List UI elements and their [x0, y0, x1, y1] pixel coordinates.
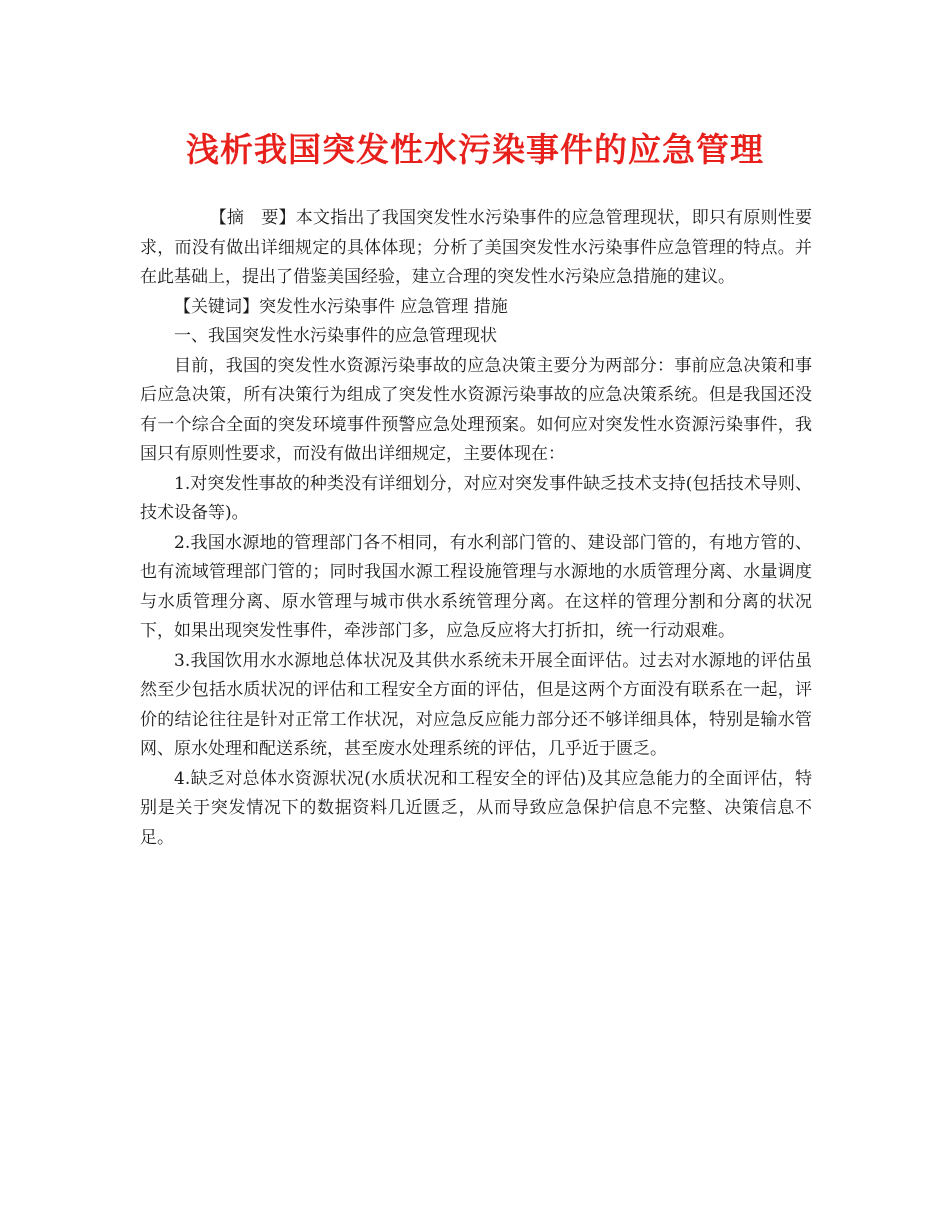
body-paragraph: 3.我国饮用水水源地总体状况及其供水系统未开展全面评估。过去对水源地的评估虽然至少包括水质状况的评估和工程安全方面的评估，但是这两个方面没有联系在一起，评价的结论往往是针对正常工作状况，对应急反应能力部分还不够详细具体，特别是输水管网、原水处理和配送系统，甚至废水处理系统的评估，几乎近于匮乏。	[140, 650, 812, 759]
body-paragraph: 1.对突发性事故的种类没有详细划分，对应对突发事件缺乏技术支持(包括技术导则、技术设备等)。	[140, 473, 812, 523]
body-paragraph: 4.缺乏对总体水资源状况(水质状况和工程安全的评估)及其应急能力的全面评估，特别是关于突发情况下的数据资料几近匮乏，从而导致应急保护信息不完整、决策信息不足。	[140, 768, 812, 848]
section-heading: 一、我国突发性水污染事件的应急管理现状	[174, 326, 497, 346]
body-paragraph: 2.我国水源地的管理部门各不相同，有水利部门管的、建设部门管的，有地方管的、也有流域管理部门管的；同时我国水源工程设施管理与水源地的水质管理分离、水量调度与水质管理分离、原水管理与城市供水系统管理分离。在这样的管理分割和分离的状况下，如果出现突发性事件，牵涉部门多，应急反应将大打折扣，统一行动艰难。	[140, 532, 812, 641]
document-title: 浅析我国突发性水污染事件的应急管理	[186, 130, 764, 169]
document-body	[140, 204, 812, 853]
body-paragraph: 目前，我国的突发性水资源污染事故的应急决策主要分为两部分：事前应急决策和事后应急决策，所有决策行为组成了突发性水资源污染事故的应急决策系统。但是我国还没有一个综合全面的突发环境事件预警应急处理预案。如何应对突发性水资源污染事件，我国只有原则性要求，而没有做出详细规定，主要体现在：	[140, 355, 812, 464]
abstract-paragraph: 【摘 要】本文指出了我国突发性水污染事件的应急管理现状，即只有原则性要求，而没有做出详细规定的具体体现；分析了美国突发性水污染事件应急管理的特点。并在此基础上，提出了借鉴美国经验，建立合理的突发性水污染应急措施的建议。	[140, 208, 812, 287]
keywords-paragraph: 【关键词】突发性水污染事件 应急管理 措施	[174, 296, 508, 317]
